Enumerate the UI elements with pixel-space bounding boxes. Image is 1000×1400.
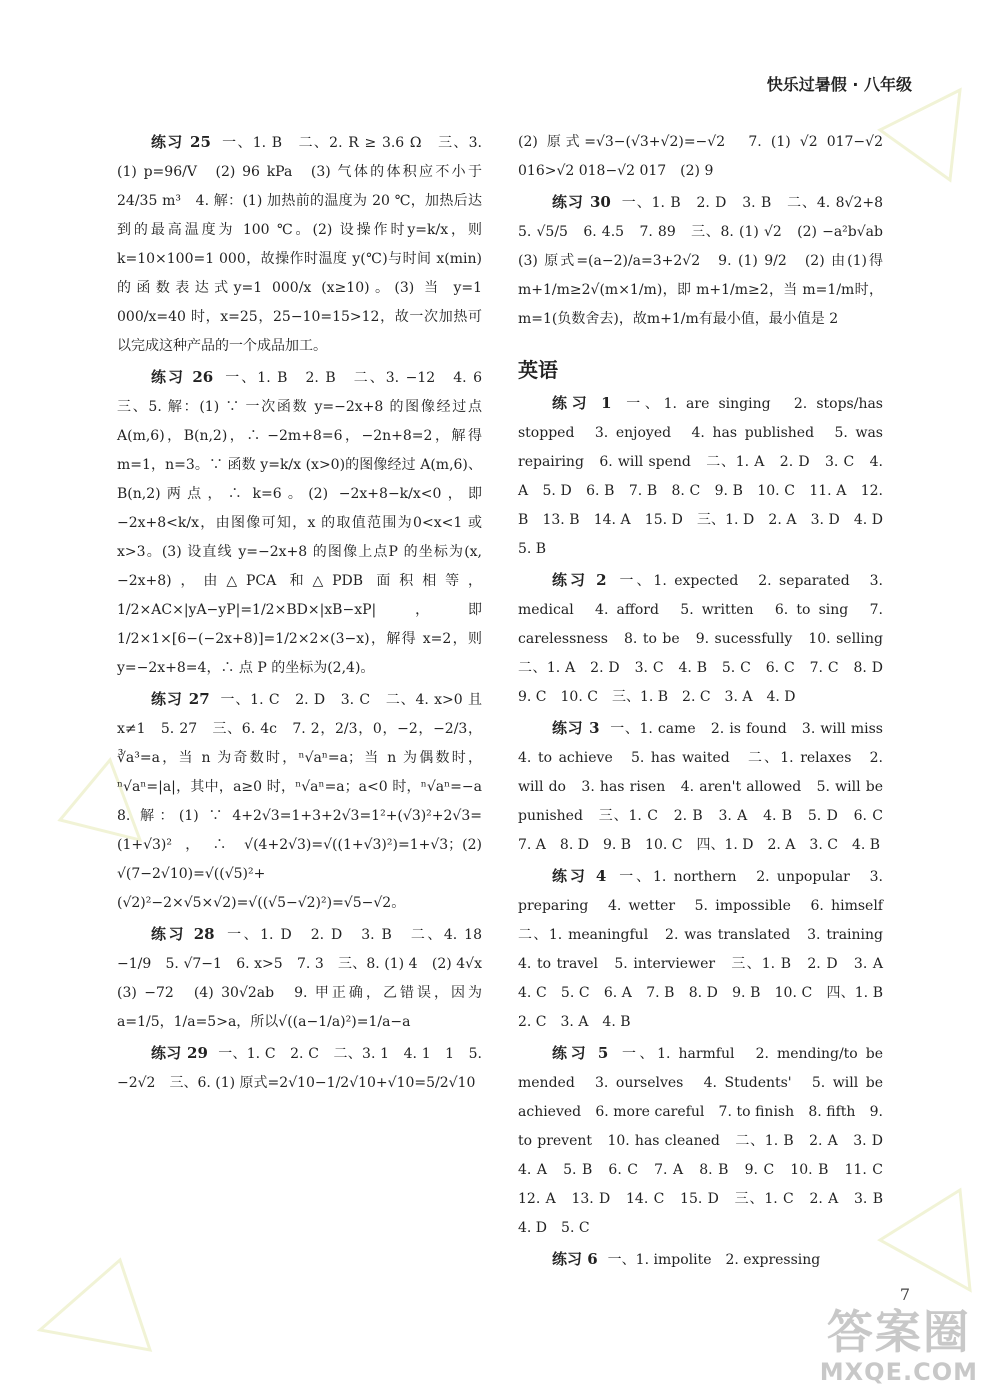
answer-text: 一、1. northern 2. unpopular 3. preparing 4. wetter 5. impossible 6. himself 二、1. meaningful 2. was translated 3. training 4. to travel 5. interviewer 三、1. B 2. D 3. A 4. C 5. C 6. A 7. B 8. D 9. B 10. C 四、1. B 2. C 3. A 4. B	[518, 869, 897, 1030]
english-answer-block-2	[518, 566, 897, 712]
watermark-logo	[820, 1306, 978, 1386]
answer-text: 一、1. B 2. D 3. B 二、4. 8√2+8 5. √5/5 6. 4.5 7. 89 三、8. (1) √2 (2) −a²b√ab (3) 原式=(a−2)/a=3+2√2 9. (1) 9/2 (2) 由(1)得 m+1/m≥2√(m×1/m)，即 m+1/m≥2，当 m=1/m时，m=1(负数舍去)，故m+1/m有最小值，最小值是 2	[518, 195, 898, 327]
watermark-line-1: 答案圈	[826, 1305, 971, 1359]
answer-block-29	[117, 1039, 482, 1098]
english-answer-block-1	[518, 389, 897, 564]
english-section-title: 英语	[518, 358, 558, 382]
exercise-label: 练习 26	[151, 368, 214, 386]
answer-text: 一、1. impolite 2. expressing	[607, 1252, 821, 1268]
exercise-label: 练习 2	[552, 571, 607, 589]
answer-block-27	[117, 685, 496, 918]
exercise-label: 练习 30	[552, 193, 611, 211]
answer-text: 一、1. C 2. D 3. C 二、4. x>0 且x≠1 5. 27 三、6. 4c 7. 2，2/3，0，−2，−2/3，∛a³=a，当 n 为奇数时，ⁿ√aⁿ=a；当 n 为偶数时，ⁿ√aⁿ=|a|，其中，a≥0 时，ⁿ√aⁿ=a；a<0 时，ⁿ√aⁿ=−a 8. 解：(1) ∵ 4+2√3=1+3+2√3=1²+(√3)²+2√3=(1+√3)²，∴ √(4+2√3)=√((1+√3)²)=1+√3；(2) √(7−2√10)=√((√5)²+(√2)²−2×√5×√2)=√((√5−√2)²)=√5−√2。	[117, 692, 496, 911]
answer-text: 一、1. D 2. D 3. B 二、4. 18 −1/9 5. √7−1 6. x>5 7. 3 三、8. (1) 4 (2) 4√x (3) −72 (4) 30√2ab 9. 甲正确，乙错误，因为a=1/5，1/a=5>a，所以√((a−1/a)²)=1/a−a	[117, 927, 496, 1030]
english-answer-block-4	[518, 862, 897, 1037]
answer-text: 一、1. B 二、2. R ≥ 3.6 Ω 三、3. (1) p=96/V (2) 96 kPa (3) 气体的体积应不小于24/35 m³ 4. 解：(1) 加热前的温度为 20 ℃，加热后达到的最高温度为 100 ℃。(2) 设操作时y=k/x，则 k=10×100=1 000，故操作时温度 y(℃)与时间 x(min)的函数表达式y=1 000/x (x≥10)。(3) 当 y=1 000/x=40 时，x=25，25−10=15>12，故一次加热可以完成这种产品的一个成品加工。	[117, 135, 482, 354]
left-column	[117, 128, 496, 1100]
exercise-label: 练习 27	[151, 690, 210, 708]
exercise-label: 练习 25	[151, 133, 211, 151]
right-column	[518, 128, 898, 1277]
exercise-label: 练习 4	[552, 867, 607, 885]
answer-text: 一、1. C 2. C 二、3. 1 4. 1 1 5. −2√2 三、6. (1) 原式=2√10−1/2√10+√10=5/2√10	[117, 1046, 482, 1091]
english-answer-block-3	[518, 714, 897, 860]
exercise-label: 练习 1	[552, 394, 612, 412]
answer-block-26	[117, 363, 496, 683]
exercise-label: 练习 6	[552, 1250, 598, 1268]
english-answer-block-6	[518, 1245, 883, 1275]
answer-block-30	[518, 188, 898, 334]
answer-text: 一、1. are singing 2. stops/has stopped 3. enjoyed 4. has published 5. was repairing 6. will spend 二、1. A 2. D 3. C 4. A 5. D 6. B 7. B 8. C 9. B 10. C 11. A 12. B 13. B 14. A 15. D 三、1. D 2. A 3. D 4. D 5. B	[518, 396, 897, 557]
answer-block-25	[117, 128, 482, 361]
header-title: 快乐过暑假 · 八年级	[766, 75, 912, 94]
answer-text: (2) 原式=√3−(√3+√2)=−√2 7. (1) √2 017−√2 016>√2 018−√2 017 (2) 9	[518, 134, 883, 179]
exercise-label: 练习 3	[552, 719, 600, 737]
answer-block-29-cont	[518, 128, 883, 186]
answer-text: 一、1. expected 2. separated 3. medical 4. afford 5. written 6. to sing 7. carelessness 8. to be 9. sucessfully 10. selling 二、1. A 2. D 3. C 4. B 5. C 6. C 7. C 8. D 9. C 10. C 三、1. B 2. C 3. A 4. D	[518, 573, 897, 705]
answer-text: 一、1. B 2. B 二、3. −12 4. 6 三、5. 解：(1) ∵ 一次函数 y=−2x+8 的图像经过点 A(m,6)，B(n,2)，∴ −2m+8=6，−2n+8=2，解得 m=1，n=3。∵ 函数 y=k/x (x>0)的图像经过 A(m,6)、B(n,2)两点，∴ k=6。(2) −2x+8−k/x<0，即−2x+8<k/x，由图像可知，x 的取值范围为0<x<1 或 x>3。(3) 设直线 y=−2x+8 的图像上点P 的坐标为(x,−2x+8)，由△PCA 和△PDB 面积相等，1/2×AC×|yA−yP|=1/2×BD×|xB−xP|，即1/2×1×[6−(−2x+8)]=1/2×2×(3−x)，解得 x=2，则 y=−2x+8=4，∴ 点 P 的坐标为(2,4)。	[117, 370, 496, 676]
exercise-label: 练习 28	[151, 925, 215, 943]
exercise-label: 练习 5	[552, 1044, 609, 1062]
page-number: 7	[899, 1285, 910, 1304]
exercise-label: 练习 29	[151, 1044, 208, 1062]
answer-block-28	[117, 920, 496, 1037]
answer-text: 一、1. harmful 2. mending/to be mended 3. ourselves 4. Students' 5. will be achieved 6. more careful 7. to finish 8. fifth 9. to prevent 10. has cleaned 二、1. B 2. A 3. D 4. A 5. B 6. C 7. A 8. B 9. C 10. B 11. C 12. A 13. D 14. C 15. D 三、1. C 2. A 3. B 4. D 5. C	[518, 1046, 897, 1236]
answer-text: 一、1. came 2. is found 3. will miss 4. to achieve 5. has waited 二、1. relaxes 2. will do 3. has risen 4. aren't allowed 5. will be punished 三、1. C 2. B 3. A 4. B 5. D 6. C 7. A 8. D 9. B 10. C 四、1. D 2. A 3. C 4. B	[518, 721, 897, 853]
watermark-line-2: MXQE.COM	[819, 1358, 978, 1386]
english-answer-block-5	[518, 1039, 897, 1243]
